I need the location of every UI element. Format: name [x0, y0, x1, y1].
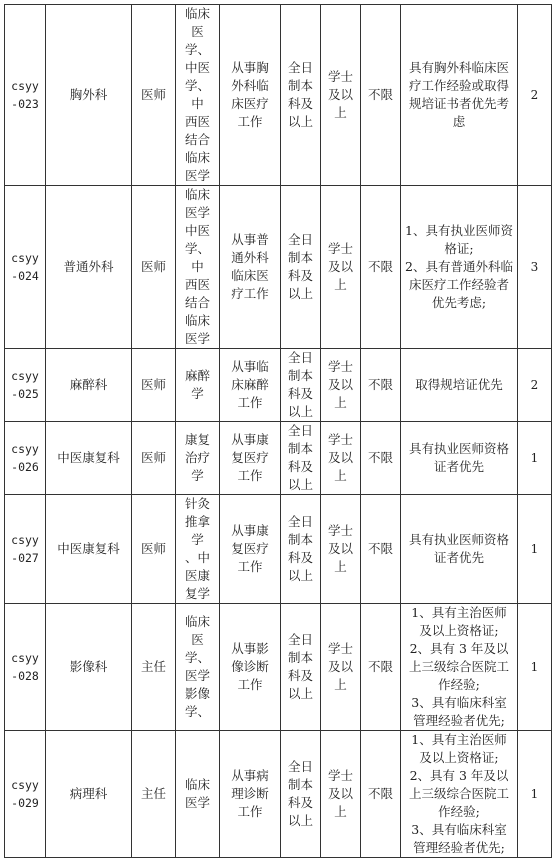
job-title-cell: 医师 [132, 186, 176, 349]
degree-cell-line: 及以 [327, 259, 353, 274]
major-cell-line: 医学、 [184, 632, 210, 665]
education-form-cell-line: 以上 [287, 114, 313, 129]
degree-cell [321, 495, 361, 604]
education-form-cell-line: 全日 [287, 60, 313, 75]
job-title-cell: 医师 [132, 495, 176, 604]
education-form-cell-line: 以上 [287, 404, 313, 419]
duty-cell [220, 5, 281, 186]
degree-cell-line: 上 [334, 804, 347, 819]
degree-cell-line: 及以 [327, 450, 353, 465]
education-form-cell [281, 604, 321, 731]
duty-cell-line: 从事康 [231, 523, 269, 538]
degree-cell-line: 学士 [327, 641, 353, 656]
education-form-cell-line: 全日 [287, 759, 313, 774]
major-cell [176, 495, 220, 604]
department-cell: 影像科 [46, 604, 132, 731]
duty-cell-line: 通外科 [231, 250, 269, 265]
degree-cell-line: 及以 [327, 786, 353, 801]
table-body [5, 5, 552, 858]
department-cell: 中医康复科 [46, 495, 132, 604]
major-cell-line: 、中 [184, 550, 210, 565]
table-row [5, 422, 552, 495]
major-cell-line: 学 [191, 468, 204, 483]
requirements-cell-line: 疗工作经验或取得 [408, 78, 509, 93]
degree-cell [321, 604, 361, 731]
age-limit-cell: 不限 [361, 5, 401, 186]
duty-cell-line: 从事胸 [231, 60, 269, 75]
requirements-cell-line: 2、具有 3 年及以 [409, 641, 509, 656]
education-form-cell-line: 以上 [287, 286, 313, 301]
requirements-cell-line: 上三级综合医院工 [408, 786, 509, 801]
requirements-cell [401, 186, 518, 349]
table-row [5, 731, 552, 858]
major-cell [176, 349, 220, 422]
job-title-cell: 主任 [132, 604, 176, 731]
position-code-cell-line: -027 [11, 551, 39, 565]
degree-cell-line: 学士 [327, 241, 353, 256]
education-form-cell-line: 制本 [287, 777, 313, 792]
position-code-cell-line: -025 [11, 387, 39, 401]
requirements-cell [401, 422, 518, 495]
duty-cell-line: 疗工作 [231, 286, 269, 301]
department-cell: 麻醉科 [46, 349, 132, 422]
major-cell-line: 医康 [184, 568, 210, 583]
education-form-cell-line: 科及 [287, 96, 313, 111]
degree-cell [321, 422, 361, 495]
education-form-cell-line: 制本 [287, 532, 313, 547]
requirements-cell-line: 虑 [452, 114, 466, 129]
major-cell-line: 西医 [184, 114, 210, 129]
education-form-cell-line: 以上 [287, 568, 313, 583]
major-cell-line: 结合 [184, 295, 210, 310]
position-code-cell [5, 186, 46, 349]
duty-cell-line: 复医疗 [231, 450, 269, 465]
major-cell-line: 临床 [184, 777, 210, 792]
education-form-cell-line: 全日 [287, 514, 313, 529]
duty-cell [220, 349, 281, 422]
major-cell-line: 治疗 [184, 450, 210, 465]
department-cell: 普通外科 [46, 186, 132, 349]
position-code-cell [5, 731, 46, 858]
headcount-cell: 2 [518, 349, 552, 422]
education-form-cell [281, 422, 321, 495]
degree-cell-line: 学士 [327, 523, 353, 538]
education-form-cell [281, 349, 321, 422]
education-form-cell-line: 以上 [287, 686, 313, 701]
requirements-cell-line: 证者优先 [433, 459, 484, 474]
education-form-cell-line: 制本 [287, 368, 313, 383]
duty-cell-line: 从事康 [231, 432, 269, 447]
duty-cell-line: 从事病 [231, 768, 269, 783]
age-limit-cell: 不限 [361, 349, 401, 422]
education-form-cell-line: 科及 [287, 459, 313, 474]
education-form-cell-line: 全日 [287, 232, 313, 247]
age-limit-cell: 不限 [361, 495, 401, 604]
major-cell [176, 186, 220, 349]
duty-cell-line: 床医疗 [231, 96, 269, 111]
duty-cell-line: 理诊断 [231, 786, 269, 801]
position-code-cell-line: -026 [11, 460, 39, 474]
degree-cell-line: 及以 [327, 87, 353, 102]
table-row [5, 5, 552, 186]
headcount-cell: 1 [518, 422, 552, 495]
requirements-cell-line: 规培证书者优先考 [408, 96, 509, 111]
major-cell [176, 604, 220, 731]
duty-cell-line: 从事普 [231, 232, 269, 247]
requirements-cell-line: 2、具有 3 年及以 [409, 768, 509, 783]
education-form-cell-line: 制本 [287, 650, 313, 665]
requirements-cell [401, 5, 518, 186]
headcount-cell: 3 [518, 186, 552, 349]
department-cell: 胸外科 [46, 5, 132, 186]
requirements-cell-line: 1、具有执业医师资 [405, 223, 513, 238]
education-form-cell-line: 科及 [287, 668, 313, 683]
degree-cell-line: 上 [334, 559, 347, 574]
major-cell-line: 学、 [184, 704, 210, 719]
requirements-cell-line: 优先考虑; [431, 295, 487, 310]
education-form-cell-line: 以上 [287, 477, 313, 492]
requirements-cell-line: 3、具有临床科室 [411, 695, 507, 710]
position-code-cell [5, 604, 46, 731]
table-row [5, 349, 552, 422]
position-code-cell-line: csyy [11, 778, 39, 792]
duty-cell-line: 工作 [237, 395, 263, 410]
degree-cell [321, 5, 361, 186]
degree-cell-line: 及以 [327, 541, 353, 556]
major-cell [176, 731, 220, 858]
position-code-cell [5, 495, 46, 604]
requirements-cell-line: 及以上资格证; [419, 623, 499, 638]
degree-cell-line: 上 [334, 105, 347, 120]
requirements-cell-line: 3、具有临床科室 [411, 822, 507, 837]
major-cell-line: 临床 [184, 187, 210, 202]
age-limit-cell: 不限 [361, 186, 401, 349]
duty-cell-line: 工作 [237, 559, 263, 574]
duty-cell-line: 从事影 [231, 641, 269, 656]
major-cell-line: 临床 [184, 6, 210, 21]
duty-cell-line: 外科临 [231, 78, 269, 93]
requirements-cell-line: 1、具有主治医师 [411, 605, 507, 620]
requirements-cell-line: 上三级综合医院工 [408, 659, 509, 674]
major-cell-line: 影像 [184, 686, 210, 701]
department-cell: 中医康复科 [46, 422, 132, 495]
education-form-cell-line: 制本 [287, 78, 313, 93]
degree-cell-line: 学士 [327, 432, 353, 447]
job-title-cell: 主任 [132, 731, 176, 858]
table-row [5, 604, 552, 731]
position-code-cell-line: -023 [11, 97, 39, 111]
degree-cell-line: 及以 [327, 377, 353, 392]
major-cell-line: 医学 [184, 331, 210, 346]
department-cell: 病理科 [46, 731, 132, 858]
headcount-cell: 1 [518, 731, 552, 858]
position-code-cell-line: csyy [11, 442, 39, 456]
duty-cell [220, 731, 281, 858]
degree-cell [321, 349, 361, 422]
major-cell-line: 医学 [184, 668, 210, 683]
major-cell-line: 学、中 [184, 241, 210, 274]
degree-cell-line: 上 [334, 677, 347, 692]
age-limit-cell: 不限 [361, 604, 401, 731]
major-cell-line: 医学 [184, 168, 210, 183]
major-cell-line: 临床 [184, 614, 210, 629]
degree-cell-line: 上 [334, 468, 347, 483]
duty-cell [220, 422, 281, 495]
duty-cell-line: 工作 [237, 114, 263, 129]
position-code-cell-line: csyy [11, 369, 39, 383]
requirements-cell [401, 495, 518, 604]
degree-cell [321, 186, 361, 349]
duty-cell-line: 工作 [237, 804, 263, 819]
education-form-cell-line: 制本 [287, 441, 313, 456]
major-cell [176, 422, 220, 495]
degree-cell-line: 及以 [327, 659, 353, 674]
duty-cell-line: 工作 [237, 677, 263, 692]
age-limit-cell: 不限 [361, 422, 401, 495]
major-cell-line: 中医 [184, 60, 210, 75]
requirements-cell [401, 731, 518, 858]
degree-cell-line: 学士 [327, 359, 353, 374]
major-cell-line: 康复 [184, 432, 210, 447]
duty-cell-line: 从事临 [231, 359, 269, 374]
position-code-cell [5, 349, 46, 422]
education-form-cell-line: 科及 [287, 386, 313, 401]
job-title-cell: 医师 [132, 5, 176, 186]
education-form-cell [281, 731, 321, 858]
major-cell-line: 针灸 [184, 496, 210, 511]
job-title-cell: 医师 [132, 422, 176, 495]
requirements-cell [401, 604, 518, 731]
requirements-cell-line: 2、具有普通外科临 [405, 259, 513, 274]
position-code-cell-line: csyy [11, 533, 39, 547]
requirements-cell-line: 具有胸外科临床医 [408, 60, 509, 75]
recruitment-table [4, 4, 552, 858]
headcount-cell: 1 [518, 495, 552, 604]
major-cell-line: 推拿学 [184, 514, 210, 547]
requirements-cell-line: 格证; [444, 241, 474, 256]
duty-cell-line: 临床医 [231, 268, 269, 283]
major-cell [176, 5, 220, 186]
headcount-cell: 2 [518, 5, 552, 186]
requirements-cell-line: 及以上资格证; [419, 750, 499, 765]
duty-cell-line: 工作 [237, 468, 263, 483]
table-row [5, 495, 552, 604]
requirements-cell-line: 作经验; [438, 677, 480, 692]
duty-cell [220, 495, 281, 604]
requirements-cell-line: 管理经验者优先; [413, 840, 505, 855]
position-code-cell-line: -029 [11, 796, 39, 810]
major-cell-line: 医学、 [184, 24, 210, 57]
major-cell-line: 医学 [184, 205, 210, 220]
requirements-cell [401, 349, 518, 422]
duty-cell [220, 604, 281, 731]
degree-cell-line: 上 [334, 395, 347, 410]
position-code-cell-line: csyy [11, 651, 39, 665]
major-cell-line: 医学 [184, 795, 210, 810]
education-form-cell-line: 全日 [287, 423, 313, 438]
education-form-cell [281, 5, 321, 186]
education-form-cell-line: 制本 [287, 250, 313, 265]
requirements-cell-line: 床医疗工作经验者 [408, 277, 509, 292]
requirements-cell-line: 作经验; [438, 804, 480, 819]
requirements-cell-line: 具有执业医师资格 [408, 532, 509, 547]
education-form-cell-line: 以上 [287, 813, 313, 828]
major-cell-line: 结合 [184, 132, 210, 147]
position-code-cell-line: csyy [11, 251, 39, 265]
education-form-cell [281, 186, 321, 349]
requirements-cell-line: 1、具有主治医师 [411, 732, 507, 747]
headcount-cell: 1 [518, 604, 552, 731]
degree-cell-line: 上 [334, 277, 347, 292]
requirements-cell-line: 取得规培证优先 [415, 377, 503, 392]
duty-cell-line: 像诊断 [231, 659, 269, 674]
job-title-cell: 医师 [132, 349, 176, 422]
degree-cell [321, 731, 361, 858]
major-cell-line: 临床 [184, 150, 210, 165]
education-form-cell [281, 495, 321, 604]
major-cell-line: 麻醉 [184, 368, 210, 383]
duty-cell-line: 复医疗 [231, 541, 269, 556]
position-code-cell [5, 5, 46, 186]
duty-cell [220, 186, 281, 349]
position-code-cell-line: -024 [11, 269, 39, 283]
major-cell-line: 学 [191, 386, 204, 401]
major-cell-line: 临床 [184, 313, 210, 328]
education-form-cell-line: 全日 [287, 350, 313, 365]
degree-cell-line: 学士 [327, 69, 353, 84]
education-form-cell-line: 科及 [287, 795, 313, 810]
major-cell-line: 中医 [184, 223, 210, 238]
position-code-cell [5, 422, 46, 495]
degree-cell-line: 学士 [327, 768, 353, 783]
requirements-cell-line: 具有执业医师资格 [408, 441, 509, 456]
duty-cell-line: 床麻醉 [231, 377, 269, 392]
requirements-cell-line: 管理经验者优先; [413, 713, 505, 728]
major-cell-line: 学、中 [184, 78, 210, 111]
education-form-cell-line: 全日 [287, 632, 313, 647]
table-row [5, 186, 552, 349]
education-form-cell-line: 科及 [287, 268, 313, 283]
major-cell-line: 西医 [184, 277, 210, 292]
education-form-cell-line: 科及 [287, 550, 313, 565]
major-cell-line: 复学 [184, 586, 210, 601]
requirements-cell-line: 证者优先 [433, 550, 484, 565]
position-code-cell-line: csyy [11, 79, 39, 93]
position-code-cell-line: -028 [11, 669, 39, 683]
age-limit-cell: 不限 [361, 731, 401, 858]
